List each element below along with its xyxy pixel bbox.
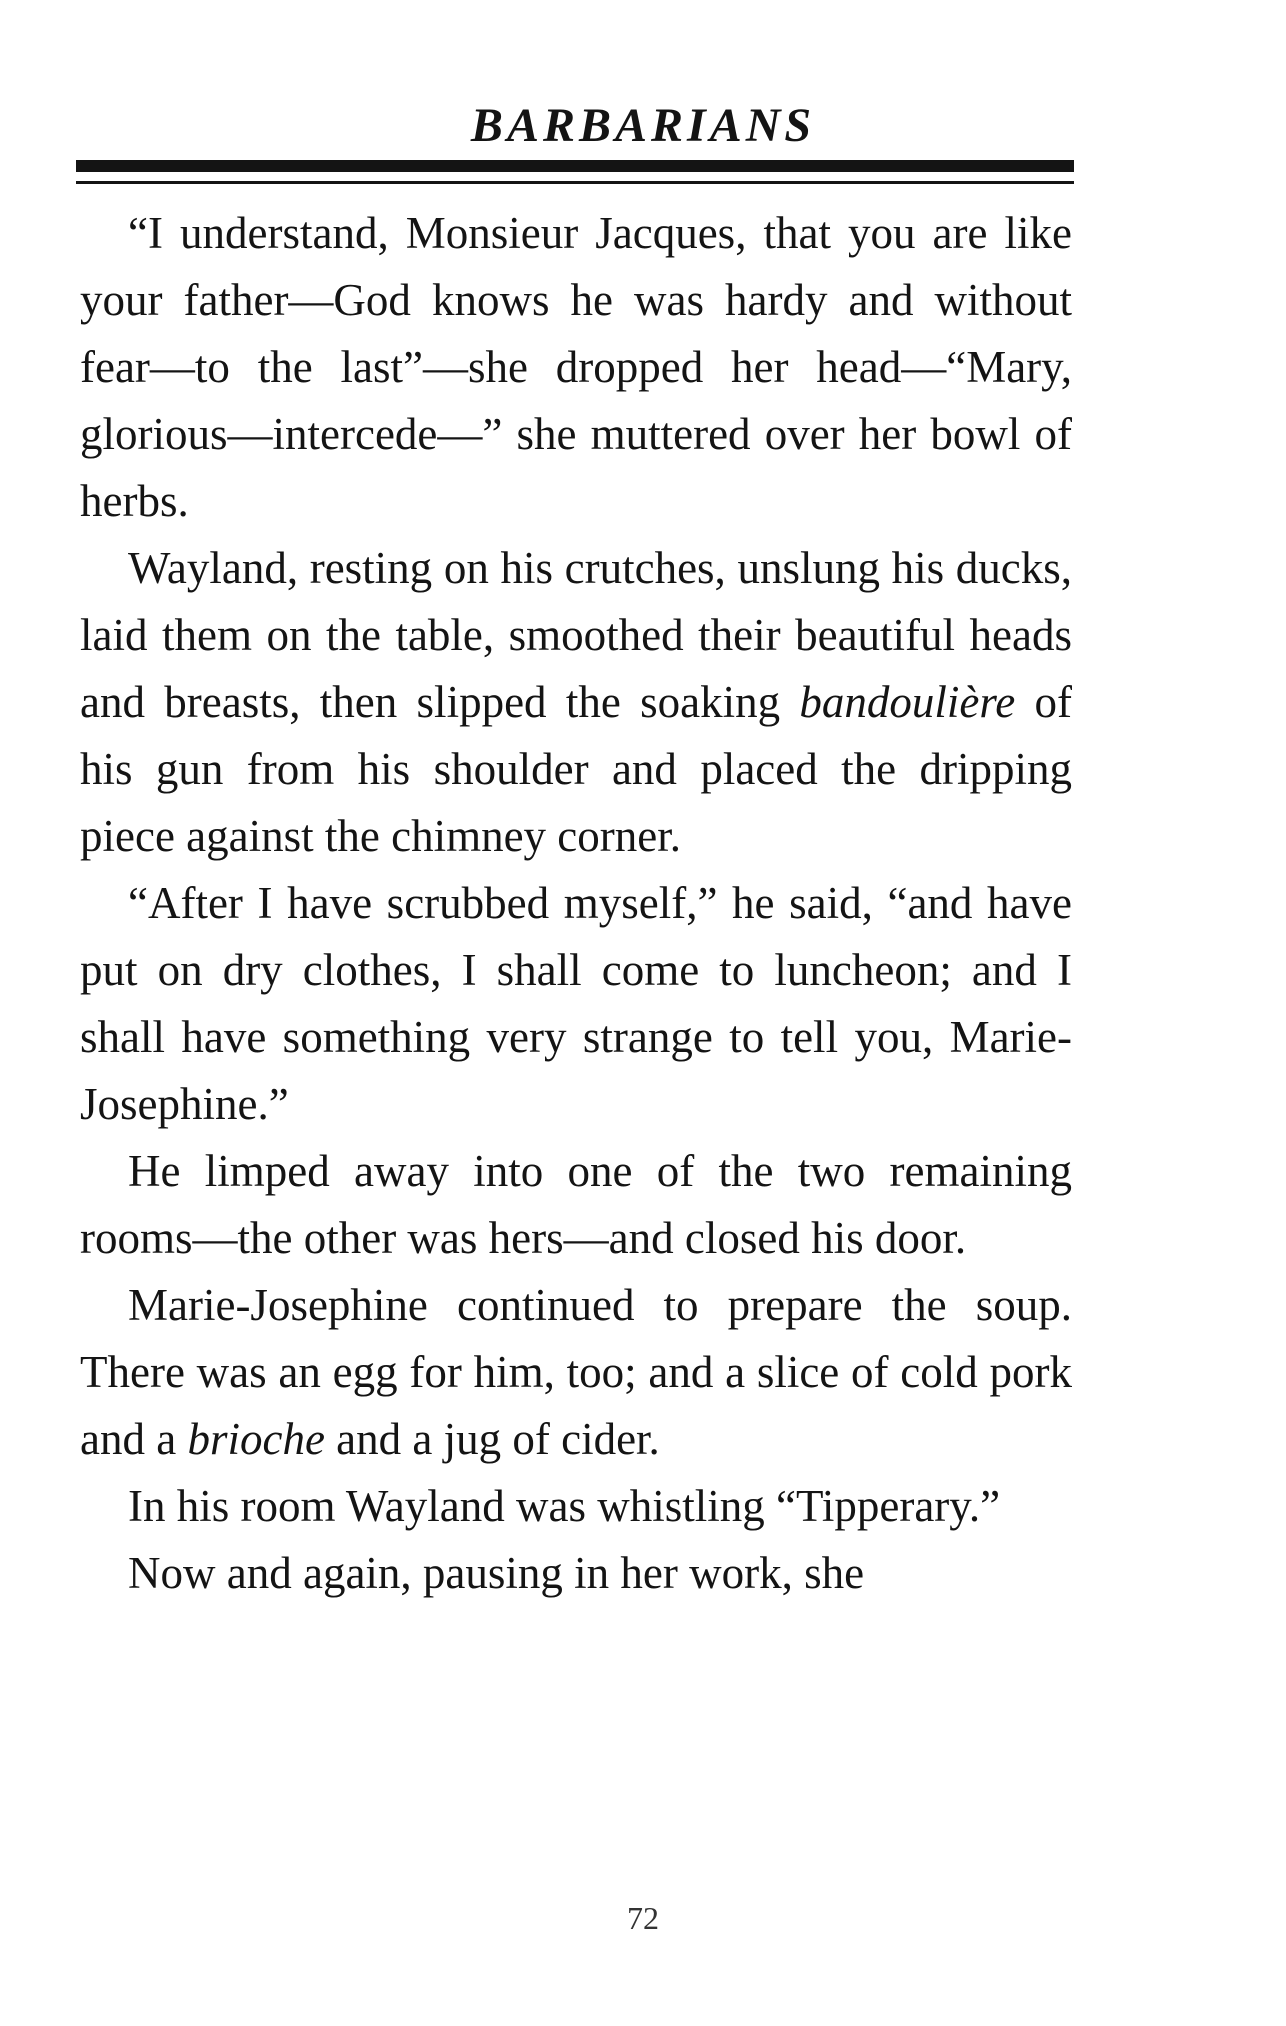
page-number: 72: [627, 1900, 659, 1936]
header-rule-thin: [76, 181, 1074, 184]
running-head: BARBARIANS: [470, 99, 816, 152]
text-run: “After I have scrubbed myself,” he said, “and have put on dry clothes, I shall come to luncheon; and I shall have something very strange to tell you, Marie-Josephine.”: [80, 878, 1072, 1129]
paragraph: [80, 1138, 1072, 1272]
header-rule-thick: [76, 160, 1074, 172]
text-run: and a jug of cider.: [324, 1414, 660, 1464]
paragraph: [80, 200, 1072, 535]
italic-text: brioche: [187, 1414, 325, 1464]
text-run: He limped away into one of the two remaining rooms—the other was hers—and closed his door.: [80, 1146, 1072, 1263]
paragraph: [80, 535, 1072, 870]
text-run: Marie-Josephine continued to prepare the soup. There was an egg for him, too; and a slice of cold pork and a: [80, 1280, 1072, 1464]
text-run: Now and again, pausing in her work, she: [128, 1548, 865, 1598]
paragraph: [80, 870, 1072, 1138]
paragraph: [80, 1272, 1072, 1473]
body-text: [80, 200, 1072, 1607]
text-run: “I understand, Monsieur Jacques, that you are like your father—God knows he was hardy and without fear—to the last”—she dropped her head—“Mary, glorious—intercede—” she muttered over her bowl of herbs.: [80, 208, 1072, 526]
paragraph: [80, 1473, 1072, 1540]
italic-text: bandoulière: [799, 677, 1016, 727]
text-run: Wayland, resting on his crutches, unslung his ducks, laid them on the table, smoothed their beautiful heads and breasts, then slipped the soaking: [80, 543, 1072, 727]
text-run: of his gun from his shoulder and placed the dripping piece against the chimney corner.: [80, 677, 1072, 861]
text-run: In his room Wayland was whistling “Tipperary.”: [128, 1481, 1001, 1531]
paragraph: [80, 1540, 1072, 1607]
